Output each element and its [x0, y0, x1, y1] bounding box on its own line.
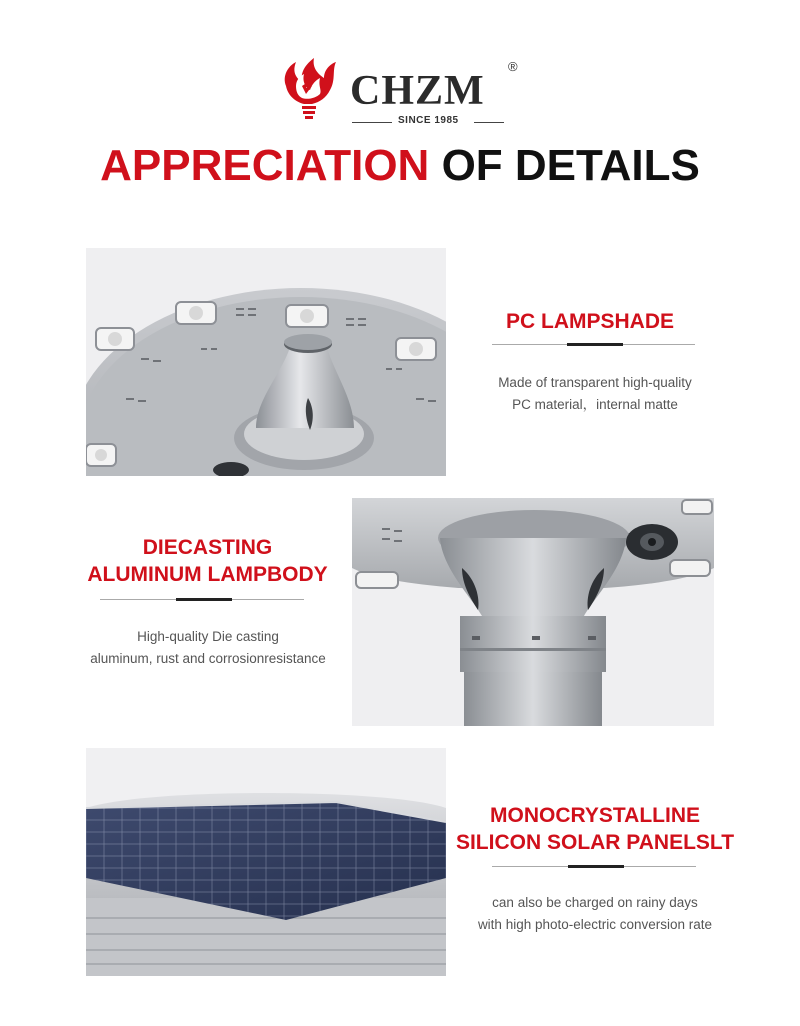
feature-title-aluminum-lampbody — [70, 534, 345, 589]
title-line: DIECASTING — [142, 536, 273, 559]
desc-line: aluminum, rust and corrosionresistance — [90, 650, 326, 666]
since-text: SINCE 1985 — [398, 115, 459, 126]
desc-line: can also be charged on rainy days — [492, 895, 698, 910]
brand-logo-icon — [278, 56, 340, 126]
since-divider-left — [352, 122, 392, 123]
title-line: ALUMINUM LAMPBODY — [87, 563, 328, 587]
registered-mark: ® — [508, 59, 518, 74]
title-highlight: APPRECIATION — [100, 141, 430, 190]
page-title — [0, 142, 800, 190]
feature-desc-pc-lampshade — [450, 372, 740, 415]
desc-line: with high photo-electric conversion rate — [477, 916, 713, 932]
feature-desc-solar-panel — [440, 892, 750, 935]
since-divider-right — [474, 122, 504, 123]
feature-title-pc-lampshade: PC LAMPSHADE — [505, 310, 674, 333]
feature-divider-mark — [568, 865, 624, 868]
title-line: MONOCRYSTALLINE — [490, 804, 700, 827]
desc-line: PC material，internal matte — [512, 396, 678, 412]
solar-panel-photo — [86, 748, 446, 976]
feature-divider-mark — [567, 343, 623, 346]
feature-desc-aluminum-lampbody — [58, 626, 358, 669]
brand-name: CHZM — [350, 68, 485, 114]
desc-line: High-quality Die casting — [137, 629, 279, 644]
title-line: SILICON SOLAR PANELSLT — [455, 831, 735, 855]
desc-line: Made of transparent high-quality — [498, 375, 692, 390]
lampshade-photo — [86, 248, 446, 476]
lampbody-photo — [352, 498, 714, 726]
feature-divider-mark — [176, 598, 232, 601]
title-rest: OF DETAILS — [441, 141, 700, 190]
feature-title-solar-panel — [450, 802, 740, 857]
